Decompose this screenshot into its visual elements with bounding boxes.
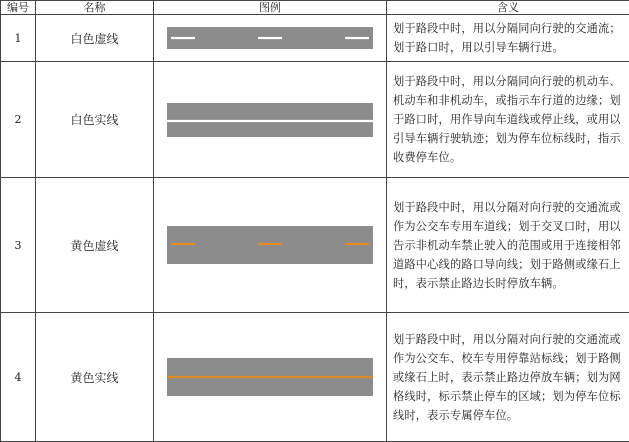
road-svg	[167, 226, 373, 264]
header-row	[1, 1, 629, 15]
row-number: 4	[1, 313, 36, 442]
road-illustration	[167, 103, 373, 137]
row-figure	[154, 62, 387, 178]
road-illustration	[167, 226, 373, 264]
row-number: 1	[1, 15, 36, 62]
row-name: 白色虚线	[36, 15, 154, 62]
row-number: 3	[1, 178, 36, 313]
row-meaning: 划于路段中时，用以分隔同向行驶的机动车、机动车和非机动车，或指示车行道的边缘；划于路口时，用作导向车道线或停止线，或用以引导车辆行驶轨迹；划为停车位标线时，指示收费停车位。	[387, 62, 629, 178]
header-name: 名称	[36, 1, 154, 15]
row-name: 黄色虚线	[36, 178, 154, 313]
road-svg	[167, 103, 373, 137]
table-row	[1, 313, 629, 442]
road-illustration	[167, 27, 373, 49]
row-name: 黄色实线	[36, 313, 154, 442]
row-number: 2	[1, 62, 36, 178]
row-figure	[154, 178, 387, 313]
road-illustration	[167, 358, 373, 396]
header-figure: 图例	[154, 1, 387, 15]
road-svg	[167, 358, 373, 396]
row-figure	[154, 15, 387, 62]
table-row	[1, 62, 629, 178]
header-num: 编号	[1, 1, 36, 15]
row-meaning: 划于路段中时，用以分隔对向行驶的交通流或作为公交车专用车道线；划于交叉口时，用以告示非机动车禁止驶入的范围或用于连接相邻道路中心线的路口导向线；划于路侧或缘石上时，表示禁止路边长时停放车辆。	[387, 178, 629, 313]
header-meaning: 含义	[387, 1, 629, 15]
row-figure	[154, 313, 387, 442]
row-meaning: 划于路段中时，用以分隔同向行驶的交通流；划于路口时，用以引导车辆行进。	[387, 15, 629, 62]
table-row	[1, 178, 629, 313]
row-meaning: 划于路段中时，用以分隔对向行驶的交通流或作为公交车、校车专用停靠站标线；划于路侧或缘石上时，表示禁止路边停放车辆；划为网格线时，标示禁止停车的区域；划为停车位标线时，表示专属停车位。	[387, 313, 629, 442]
row-name: 白色实线	[36, 62, 154, 178]
table-row	[1, 15, 629, 62]
road-svg	[167, 27, 373, 49]
